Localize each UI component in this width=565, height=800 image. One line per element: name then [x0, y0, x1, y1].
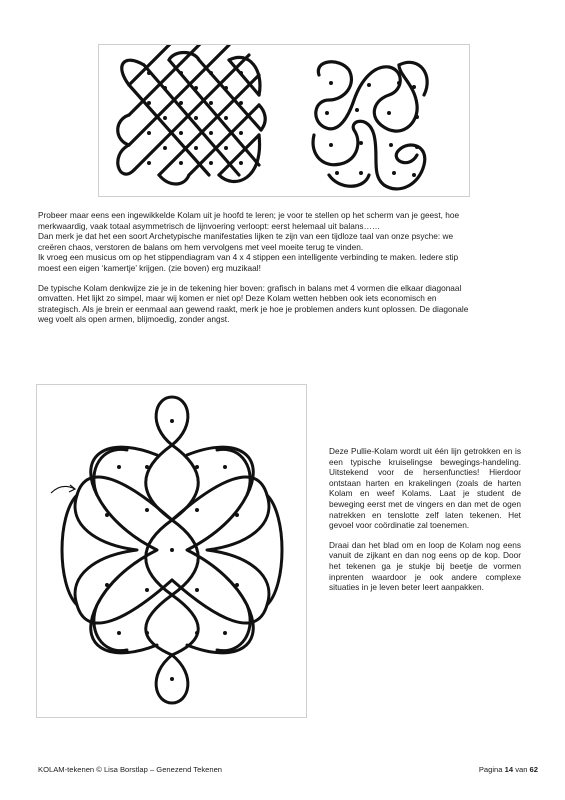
intro-line: Ik vroeg een musicus om op het stippendiagram van 4 x 4 stippen een intelligente verbinding te maken. Iedere stip [38, 252, 459, 263]
pullie-paragraph-2: Draai dan het blad om en loop de Kolam nog eens vanuit de zijkant en dan nog eens op de kop. Door het tekenen ga je stukje bij beetje de vormen inprenten waardoor je ook andere complexe situaties in je leven beter leert aanpakken. [329, 539, 521, 593]
intro-line: moest een eigen ‘kamertje’ krijgen. (zie boven) erg muzikaal! [38, 262, 261, 273]
top-kolam-figure [98, 44, 470, 197]
page-number [479, 765, 538, 774]
kolam-drawings-image [99, 45, 469, 196]
diamond-lattice-kolam [118, 45, 265, 184]
page-prefix: Pagina [478, 765, 505, 774]
page-mid: van [513, 765, 530, 774]
intro-line: Dan merk je dat het een soort Archetypische manifestaties lijken te zijn van een tijdloze taal van onze psyche: we [38, 231, 454, 242]
intro-paragraph-2 [38, 283, 528, 325]
total-pages: 62 [529, 765, 538, 774]
pullie-paragraph-1: Deze Pullie-Kolam wordt uit één lijn getrokken en is een typische kruiselingse bewegings-handeling. Uitstekend voor de hersenfuncties! Hierdoor ontstaan harten en krakelingen (zoals de harten Kolam en weef Kolams. Laat je student de beweging eerst met de vingers en dan met de ogen natrekken en tenslotte zelf laten tekenen. Het gevoel voor coördinatie zal toenemen. [329, 446, 521, 531]
intro-line: strategisch. Als je brein er eenmaal aan gewend raakt, merk je hoe je problemen anders kunt oplossen. De diagonale [38, 303, 469, 314]
intro-line: merkwaardig, vaak totaal asymmetrisch de lijnvoering verloopt: eerst helemaal uit balans…… [38, 220, 381, 231]
pullie-kolam-dots [105, 419, 239, 681]
pullie-kolam-figure [36, 384, 307, 718]
pullie-description [329, 446, 521, 602]
musician-kolam [313, 62, 427, 189]
intro-line: weg voelt als open armen, blijmoedig, zonder angst. [38, 314, 230, 325]
intro-paragraph-1 [38, 210, 528, 274]
start-arrow-icon [51, 485, 75, 493]
intro-line: omvatten. Het lijkt zo simpel, maar wij komen er niet op! Deze Kolam wetten hebben ook iets economisch en [38, 293, 437, 304]
intro-text [38, 210, 528, 334]
pullie-kolam-drawing [37, 385, 306, 717]
intro-line: Probeer maar eens een ingewikkelde Kolam uit je hoofd te leren; je voor te stellen op het scherm van je geest, hoe [38, 210, 460, 220]
current-page: 14 [504, 765, 514, 774]
intro-line: creëren chaos, verstoren de balans om hem vervolgens met veel moeite terug te vinden. [38, 241, 364, 252]
footer-credit: KOLAM-tekenen © Lisa Borstlap – Genezend Tekenen [38, 765, 223, 774]
intro-line: De typische Kolam denkwijze zie je in de tekening hier boven: grafisch in balans met 4 vormen die elkaar diagonaal [38, 282, 462, 293]
